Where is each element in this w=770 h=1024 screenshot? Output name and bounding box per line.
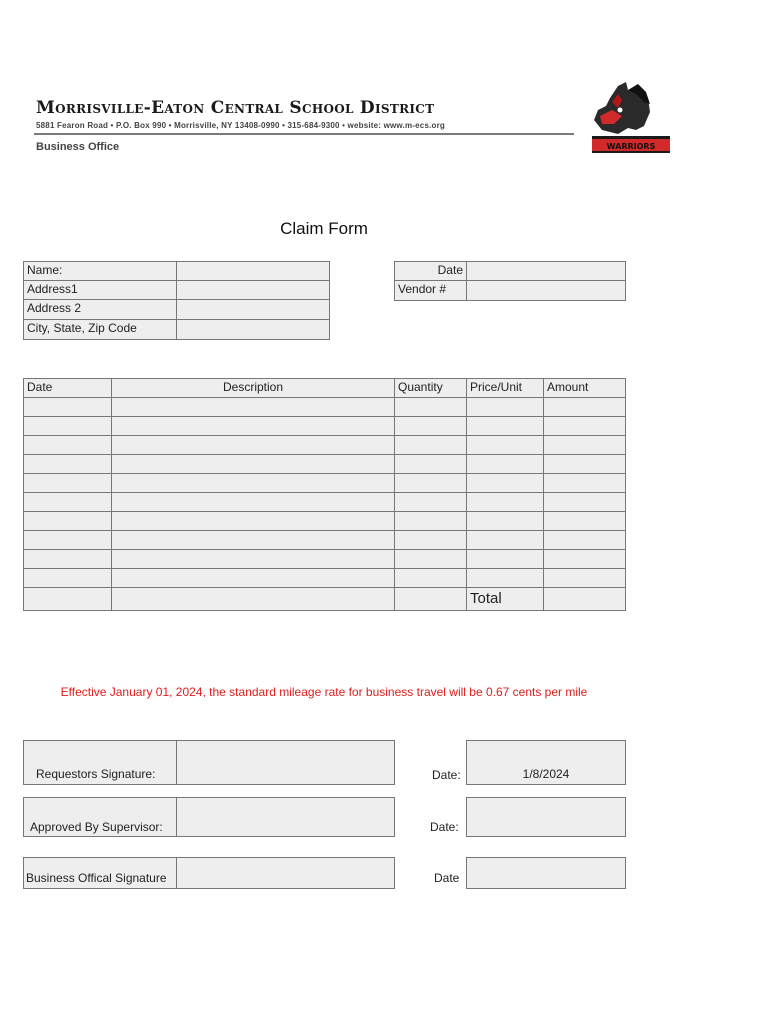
row-6-date-cell[interactable] bbox=[23, 492, 112, 512]
row-1-quantity-cell[interactable] bbox=[394, 397, 467, 417]
row-3-quantity-cell[interactable] bbox=[394, 435, 467, 455]
address2-label: Address 2 bbox=[23, 299, 177, 320]
row-1-price-unit-cell[interactable] bbox=[466, 397, 544, 417]
address1-label: Address1 bbox=[23, 280, 177, 300]
business-signature-field[interactable] bbox=[176, 857, 395, 889]
header-divider bbox=[34, 133, 574, 135]
row-4-description-cell[interactable] bbox=[111, 454, 395, 474]
row-5-date-cell[interactable] bbox=[23, 473, 112, 493]
vendor-number-field[interactable] bbox=[466, 280, 626, 301]
mileage-rate-notice: Effective January 01, 2024, the standard mileage rate for business travel will be 0.67 cents per mile bbox=[60, 685, 588, 699]
name-label: Name: bbox=[23, 261, 177, 281]
row-2-amount-cell[interactable] bbox=[543, 416, 626, 436]
address2-field[interactable] bbox=[176, 299, 330, 320]
row-6-price-unit-cell[interactable] bbox=[466, 492, 544, 512]
row-9-price-unit-cell[interactable] bbox=[466, 549, 544, 569]
business-date-field[interactable] bbox=[466, 857, 626, 889]
row-2-quantity-cell[interactable] bbox=[394, 416, 467, 436]
row-4-price-unit-cell[interactable] bbox=[466, 454, 544, 474]
row-5-price-unit-cell[interactable] bbox=[466, 473, 544, 493]
district-name: Morrisville-Eaton Central School District bbox=[36, 98, 435, 118]
total-label: Total bbox=[466, 587, 544, 611]
requestor-date-label: Date: bbox=[432, 768, 461, 782]
row-8-price-unit-cell[interactable] bbox=[466, 530, 544, 550]
requestor-signature-field[interactable] bbox=[176, 740, 395, 785]
requestor-date-value: 1/8/2024 bbox=[522, 767, 570, 781]
row-8-date-cell[interactable] bbox=[23, 530, 112, 550]
row-1-amount-cell[interactable] bbox=[543, 397, 626, 417]
row-11-description-cell[interactable] bbox=[111, 587, 395, 611]
row-9-date-cell[interactable] bbox=[23, 549, 112, 569]
row-5-description-cell[interactable] bbox=[111, 473, 395, 493]
row-4-quantity-cell[interactable] bbox=[394, 454, 467, 474]
row-7-quantity-cell[interactable] bbox=[394, 511, 467, 531]
row-7-price-unit-cell[interactable] bbox=[466, 511, 544, 531]
row-7-description-cell[interactable] bbox=[111, 511, 395, 531]
vendor-number-label: Vendor # bbox=[394, 280, 467, 301]
supervisor-label: Approved By Supervisor: bbox=[30, 820, 163, 834]
supervisor-date-label: Date: bbox=[430, 820, 459, 834]
warriors-logo bbox=[588, 80, 672, 160]
city-state-zip-field[interactable] bbox=[176, 319, 330, 340]
requestor-date-field[interactable] bbox=[466, 740, 626, 785]
row-9-description-cell[interactable] bbox=[111, 549, 395, 569]
row-10-quantity-cell[interactable] bbox=[394, 568, 467, 588]
row-8-description-cell[interactable] bbox=[111, 530, 395, 550]
row-3-price-unit-cell[interactable] bbox=[466, 435, 544, 455]
row-2-description-cell[interactable] bbox=[111, 416, 395, 436]
requestor-signature-label: Requestors Signature: bbox=[36, 767, 156, 781]
col-date-header: Date bbox=[23, 378, 112, 398]
row-10-description-cell[interactable] bbox=[111, 568, 395, 588]
svg-text:WARRIORS: WARRIORS bbox=[606, 142, 656, 151]
row-6-quantity-cell[interactable] bbox=[394, 492, 467, 512]
row-1-date-cell[interactable] bbox=[23, 397, 112, 417]
name-field[interactable] bbox=[176, 261, 330, 281]
city-state-zip-label: City, State, Zip Code bbox=[23, 319, 177, 340]
row-10-price-unit-cell[interactable] bbox=[466, 568, 544, 588]
row-8-quantity-cell[interactable] bbox=[394, 530, 467, 550]
row-6-amount-cell[interactable] bbox=[543, 492, 626, 512]
row-2-date-cell[interactable] bbox=[23, 416, 112, 436]
row-6-description-cell[interactable] bbox=[111, 492, 395, 512]
header-date-field[interactable] bbox=[466, 261, 626, 281]
row-7-amount-cell[interactable] bbox=[543, 511, 626, 531]
row-5-quantity-cell[interactable] bbox=[394, 473, 467, 493]
row-4-amount-cell[interactable] bbox=[543, 454, 626, 474]
col-price-unit-header: Price/Unit bbox=[466, 378, 544, 398]
district-address: 5881 Fearon Road • P.O. Box 990 • Morrisville, NY 13408-0990 • 315-684-9300 • website: www.m-ecs.org bbox=[36, 121, 446, 130]
row-5-amount-cell[interactable] bbox=[543, 473, 626, 493]
requestor-signature-label-box bbox=[23, 740, 177, 785]
supervisor-label-box bbox=[23, 797, 177, 837]
row-7-date-cell[interactable] bbox=[23, 511, 112, 531]
col-quantity-header: Quantity bbox=[394, 378, 467, 398]
row-11-date-cell[interactable] bbox=[23, 587, 112, 611]
row-10-date-cell[interactable] bbox=[23, 568, 112, 588]
header-date-label: Date bbox=[394, 261, 467, 281]
row-9-amount-cell[interactable] bbox=[543, 549, 626, 569]
address1-field[interactable] bbox=[176, 280, 330, 300]
row-2-price-unit-cell[interactable] bbox=[466, 416, 544, 436]
row-11-quantity-cell[interactable] bbox=[394, 587, 467, 611]
row-10-amount-cell[interactable] bbox=[543, 568, 626, 588]
row-3-date-cell[interactable] bbox=[23, 435, 112, 455]
row-9-quantity-cell[interactable] bbox=[394, 549, 467, 569]
business-label-box bbox=[23, 857, 177, 889]
business-office-label: Business Office bbox=[36, 141, 120, 153]
supervisor-signature-field[interactable] bbox=[176, 797, 395, 837]
row-3-description-cell[interactable] bbox=[111, 435, 395, 455]
form-title: Claim Form bbox=[280, 219, 368, 238]
col-description-header: Description bbox=[111, 378, 395, 398]
business-signature-label: Business Offical Signature bbox=[26, 871, 167, 885]
row-1-description-cell[interactable] bbox=[111, 397, 395, 417]
row-4-date-cell[interactable] bbox=[23, 454, 112, 474]
row-3-amount-cell[interactable] bbox=[543, 435, 626, 455]
supervisor-date-field[interactable] bbox=[466, 797, 626, 837]
total-amount-field[interactable] bbox=[543, 587, 626, 611]
row-8-amount-cell[interactable] bbox=[543, 530, 626, 550]
col-amount-header: Amount bbox=[543, 378, 626, 398]
business-date-label: Date bbox=[434, 871, 460, 885]
